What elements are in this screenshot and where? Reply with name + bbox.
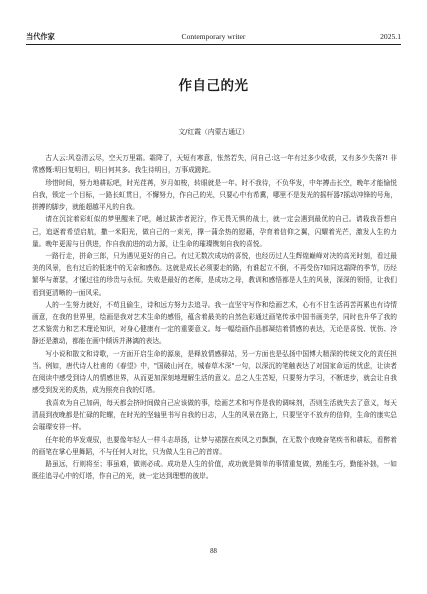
article-title: 作自己的光 xyxy=(178,78,249,94)
article-body xyxy=(32,152,397,483)
page-number: 88 xyxy=(210,548,217,555)
paragraph: 我喜欢为自己加码，每天都会挤时间做自己应该做的事，绘画艺术和写作是我的调味剂，否则生活就失去了意义，每天清晨到夜晚都是忙碌的陀螺，在时光的坚轴里书写自我的日志，人生的风景在路上，只要坚守不放弃的信仰，生命的康实总会璀璨安祥一样。 xyxy=(32,398,397,432)
paragraph: 珍惜时间，努力地耕耘吧，时光荏苒，岁月如梭，转眼就是一年。时不我待，不负华发，中年搏击长空，晚年才能愉悦自我，锁定一个目标，一路长虹贯日，不懈努力，作自己的光，只要心中有希冀，哪里不是发光的摇杆器?摇动冲锋的号角，拼搏的脚步，就能超越平凡的自我。 xyxy=(32,178,397,211)
paragraph: 写小说和散文和诗歌，一方面开启生命的源泉，是释放情感驿站，另一方面也是弘扬中国博大精深的传统文化的责任担当。例如，唐代诗人杜甫的《春望》中，"国破山河在，城春草木深"一句，以深沉的笔触表达了对国家命运的忧虑，让读者在阅读中感受到诗人的情感世界，从而更加深刻地理解生活的意义。总之人生苦短，只要努力学习，不断进步，就会让自我感受到发光的炙热，成为照亮自我的灯塔。 xyxy=(32,350,397,395)
paragraph: 一路行走，拼命三郎，只为遇见更好的自己。有过无数次成功的喜悦，也经历过人生辉煌巅峰对决的高光时刻，看过最美的风景，也有过后的低迷中的无奈和感伤。这就是成长必须要走的路，有谁起立不倒，不再受伤?如同这霜降的季节，历经繁华与萧瑟，才懂过往的珍贵与永恒。失败是最好的老师，是成功之母，教训和感悟都是人生的风景，深深的领悟，让我们看到更清晰的一面风采。 xyxy=(32,252,397,297)
paragraph: 任年轮的华发观驭，也要像年轻人一样斗志昂扬，让梦与裙摆在疾风之刃飘飘，在无数个夜晚奋笔疾书和耕耘，看醉着的画笔在掌心里舞蹈，不与任何人对比，只为做人生自己的首席。 xyxy=(32,435,397,456)
journal-name-cn: 当代作家 xyxy=(26,32,55,41)
running-header xyxy=(26,30,401,45)
issue-number: 2025.1 xyxy=(380,32,401,41)
paragraph: 请在沉淀着彩虹似的梦里醒来了吧，趟过跋涉者泥泞，作无畏无惧的战士，就一定会遇到最优的自己。请栽我吾想自己，追逐着希望启航，撒一米阳光，做自己的一束光，撑一蒲余热的慰藉，孕育着信仰之翼，闪耀着光芒，激发人生的力量。晚年更需与日俱进，作自我前进的动力源，让生命的璀璨镌刻自我的喜悦。 xyxy=(32,215,397,248)
paragraph: 路虽远，行则将至；事虽难，做则必成。成功是人生的价值，成功就是简单的事情重复做，熟能生巧，勤能补拙，一如既往追寻心中的灯塔，作自己的光，就一定达到理想的彼岸。 xyxy=(32,460,397,481)
journal-name-en: Contemporary writer xyxy=(181,32,246,41)
paragraph: 人的一生努力就好，不苟且偷生，诗和远方努力去追寻。我一直坚守写作和绘画艺术，心有不甘生活再苦再累也有诗情画意，在我的世界里，绘画是我对艺术生命的感悟，蕴含着最美的自然色彩通过画笔传承中国书画美学，同时也升华了我的艺术鉴赏力和艺术理论知识，对身心健康有一定的重要意义。每一幅绘画作品都凝结着情感的表达，无论是喜悦、忧伤、冷静还是激动，都能在画中倾诉并淋漓的表达。 xyxy=(32,301,397,346)
paragraph: 古人云:风卷清云尽，空天万里霜。霜降了，天短有寒意，怅然若失，问自己:这一年有过多少收获，又有多少失落?! 非常感慨:明日复明日，明日何其多。我生待明日，万事成蹉跎。 xyxy=(32,154,397,175)
article-byline: 文/红霞（内蒙古通辽） xyxy=(178,128,249,136)
